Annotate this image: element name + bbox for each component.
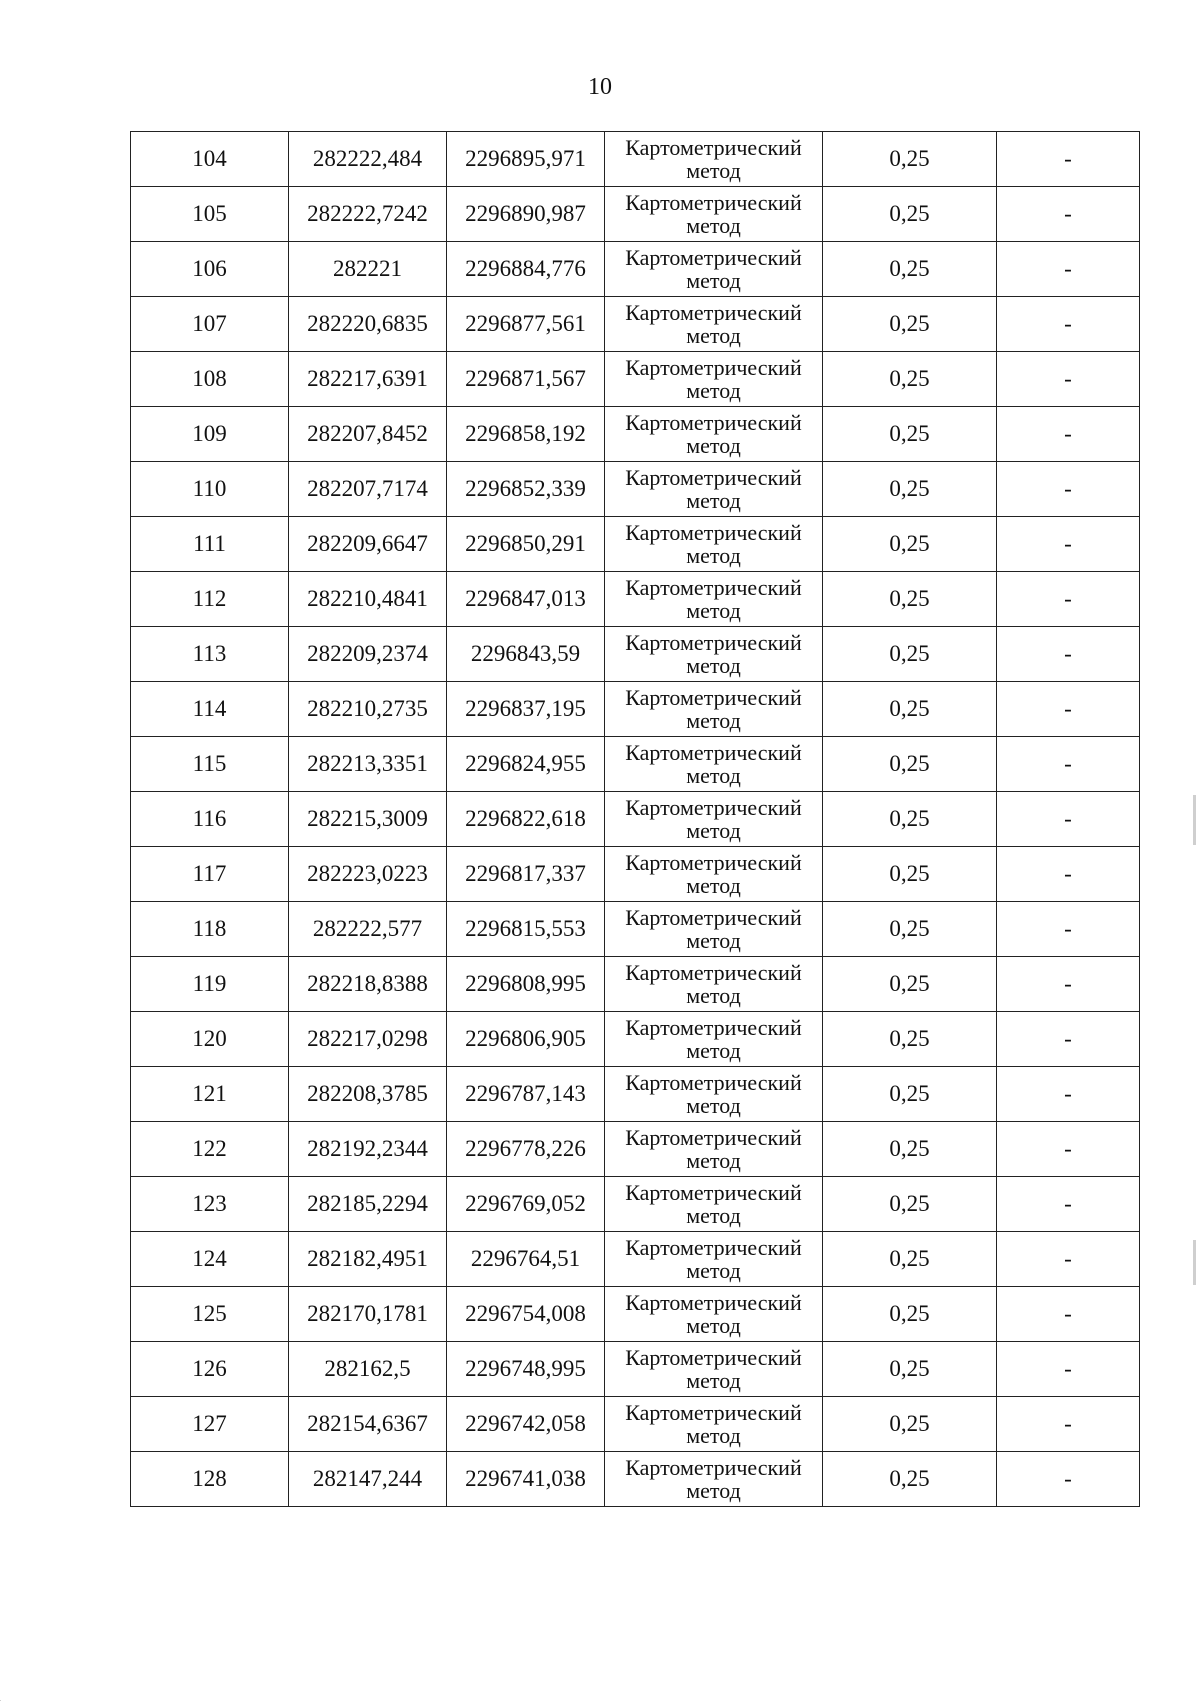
accuracy-cell: 0,25: [823, 682, 997, 737]
method-line2: метод: [686, 213, 741, 238]
method-line1: Картометрический: [625, 465, 802, 490]
x-coordinate-cell: 282162,5: [289, 1342, 447, 1397]
y-coordinate-cell: 2296778,226: [447, 1122, 605, 1177]
method-line1: Картометрический: [625, 410, 802, 435]
method-cell: [605, 627, 823, 682]
method-line2: метод: [686, 1478, 741, 1503]
note-cell: -: [997, 462, 1140, 517]
method-line2: метод: [686, 653, 741, 678]
point-number-cell: 127: [131, 1397, 289, 1452]
note-cell: -: [997, 132, 1140, 187]
method-line2: метод: [686, 873, 741, 898]
note-cell: -: [997, 297, 1140, 352]
method-line2: метод: [686, 378, 741, 403]
accuracy-cell: 0,25: [823, 242, 997, 297]
y-coordinate-cell: 2296871,567: [447, 352, 605, 407]
x-coordinate-cell: 282154,6367: [289, 1397, 447, 1452]
method-line1: Картометрический: [625, 355, 802, 380]
note-cell: -: [997, 352, 1140, 407]
method-line2: метод: [686, 1313, 741, 1338]
table-row: [131, 627, 1140, 682]
table-row: [131, 682, 1140, 737]
method-line2: метод: [686, 763, 741, 788]
method-line2: метод: [686, 543, 741, 568]
table-row: [131, 1232, 1140, 1287]
table-row: [131, 352, 1140, 407]
x-coordinate-cell: 282217,0298: [289, 1012, 447, 1067]
point-number-cell: 117: [131, 847, 289, 902]
method-cell: [605, 352, 823, 407]
method-cell: [605, 1232, 823, 1287]
note-cell: -: [997, 627, 1140, 682]
table-row: [131, 1287, 1140, 1342]
x-coordinate-cell: 282192,2344: [289, 1122, 447, 1177]
method-line1: Картометрический: [625, 1070, 802, 1095]
method-cell: [605, 297, 823, 352]
table-row: [131, 737, 1140, 792]
table-row: [131, 242, 1140, 297]
method-line1: Картометрический: [625, 300, 802, 325]
y-coordinate-cell: 2296742,058: [447, 1397, 605, 1452]
accuracy-cell: 0,25: [823, 847, 997, 902]
accuracy-cell: 0,25: [823, 187, 997, 242]
note-cell: -: [997, 792, 1140, 847]
method-line1: Картометрический: [625, 1125, 802, 1150]
y-coordinate-cell: 2296741,038: [447, 1452, 605, 1507]
point-number-cell: 109: [131, 407, 289, 462]
accuracy-cell: 0,25: [823, 737, 997, 792]
x-coordinate-cell: 282215,3009: [289, 792, 447, 847]
method-line1: Картометрический: [625, 905, 802, 930]
method-cell: [605, 1012, 823, 1067]
x-coordinate-cell: 282222,577: [289, 902, 447, 957]
table-row: [131, 792, 1140, 847]
point-number-cell: 107: [131, 297, 289, 352]
note-cell: -: [997, 902, 1140, 957]
y-coordinate-cell: 2296890,987: [447, 187, 605, 242]
note-cell: -: [997, 1287, 1140, 1342]
point-number-cell: 113: [131, 627, 289, 682]
method-cell: [605, 242, 823, 297]
point-number-cell: 104: [131, 132, 289, 187]
y-coordinate-cell: 2296884,776: [447, 242, 605, 297]
accuracy-cell: 0,25: [823, 1452, 997, 1507]
method-cell: [605, 1342, 823, 1397]
table-row: [131, 1122, 1140, 1177]
point-number-cell: 114: [131, 682, 289, 737]
table-row: [131, 462, 1140, 517]
x-coordinate-cell: 282217,6391: [289, 352, 447, 407]
method-line2: метод: [686, 323, 741, 348]
x-coordinate-cell: 282222,484: [289, 132, 447, 187]
method-line2: метод: [686, 1423, 741, 1448]
point-number-cell: 121: [131, 1067, 289, 1122]
x-coordinate-cell: 282185,2294: [289, 1177, 447, 1232]
method-line1: Картометрический: [625, 135, 802, 160]
point-number-cell: 124: [131, 1232, 289, 1287]
y-coordinate-cell: 2296822,618: [447, 792, 605, 847]
note-cell: -: [997, 517, 1140, 572]
x-coordinate-cell: 282209,6647: [289, 517, 447, 572]
y-coordinate-cell: 2296787,143: [447, 1067, 605, 1122]
accuracy-cell: 0,25: [823, 462, 997, 517]
method-line2: метод: [686, 708, 741, 733]
method-line2: метод: [686, 1368, 741, 1393]
note-cell: -: [997, 1177, 1140, 1232]
method-cell: [605, 902, 823, 957]
method-cell: [605, 132, 823, 187]
method-line2: метод: [686, 818, 741, 843]
note-cell: -: [997, 1012, 1140, 1067]
y-coordinate-cell: 2296769,052: [447, 1177, 605, 1232]
x-coordinate-cell: 282147,244: [289, 1452, 447, 1507]
point-number-cell: 110: [131, 462, 289, 517]
table-row: [131, 187, 1140, 242]
table-row: [131, 517, 1140, 572]
table-row: [131, 407, 1140, 462]
accuracy-cell: 0,25: [823, 132, 997, 187]
point-number-cell: 119: [131, 957, 289, 1012]
method-line2: метод: [686, 928, 741, 953]
x-coordinate-cell: 282218,8388: [289, 957, 447, 1012]
note-cell: -: [997, 1232, 1140, 1287]
y-coordinate-cell: 2296806,905: [447, 1012, 605, 1067]
accuracy-cell: 0,25: [823, 902, 997, 957]
y-coordinate-cell: 2296858,192: [447, 407, 605, 462]
method-cell: [605, 792, 823, 847]
x-coordinate-cell: 282222,7242: [289, 187, 447, 242]
x-coordinate-cell: 282170,1781: [289, 1287, 447, 1342]
x-coordinate-cell: 282207,7174: [289, 462, 447, 517]
accuracy-cell: 0,25: [823, 1232, 997, 1287]
accuracy-cell: 0,25: [823, 792, 997, 847]
point-number-cell: 126: [131, 1342, 289, 1397]
method-cell: [605, 1287, 823, 1342]
x-coordinate-cell: 282210,2735: [289, 682, 447, 737]
table-row: [131, 1177, 1140, 1232]
method-line1: Картометрический: [625, 795, 802, 820]
method-line2: метод: [686, 158, 741, 183]
y-coordinate-cell: 2296877,561: [447, 297, 605, 352]
method-cell: [605, 462, 823, 517]
point-number-cell: 105: [131, 187, 289, 242]
accuracy-cell: 0,25: [823, 1397, 997, 1452]
method-line2: метод: [686, 1038, 741, 1063]
point-number-cell: 116: [131, 792, 289, 847]
method-cell: [605, 407, 823, 462]
y-coordinate-cell: 2296837,195: [447, 682, 605, 737]
y-coordinate-cell: 2296852,339: [447, 462, 605, 517]
method-line2: метод: [686, 598, 741, 623]
method-cell: [605, 517, 823, 572]
y-coordinate-cell: 2296815,553: [447, 902, 605, 957]
method-cell: [605, 1452, 823, 1507]
note-cell: -: [997, 1122, 1140, 1177]
method-line2: метод: [686, 1148, 741, 1173]
method-cell: [605, 847, 823, 902]
accuracy-cell: 0,25: [823, 572, 997, 627]
scan-margin-mark: [1193, 1240, 1196, 1285]
y-coordinate-cell: 2296824,955: [447, 737, 605, 792]
note-cell: -: [997, 187, 1140, 242]
note-cell: -: [997, 1342, 1140, 1397]
method-line2: метод: [686, 268, 741, 293]
accuracy-cell: 0,25: [823, 517, 997, 572]
table-row: [131, 132, 1140, 187]
table-row: [131, 1012, 1140, 1067]
method-line1: Картометрический: [625, 960, 802, 985]
note-cell: -: [997, 847, 1140, 902]
point-number-cell: 108: [131, 352, 289, 407]
x-coordinate-cell: 282208,3785: [289, 1067, 447, 1122]
point-number-cell: 120: [131, 1012, 289, 1067]
method-line1: Картометрический: [625, 1015, 802, 1040]
point-number-cell: 111: [131, 517, 289, 572]
y-coordinate-cell: 2296847,013: [447, 572, 605, 627]
table-row: [131, 1067, 1140, 1122]
accuracy-cell: 0,25: [823, 1122, 997, 1177]
method-line2: метод: [686, 1093, 741, 1118]
point-number-cell: 123: [131, 1177, 289, 1232]
method-line1: Картометрический: [625, 1180, 802, 1205]
x-coordinate-cell: 282210,4841: [289, 572, 447, 627]
method-line2: метод: [686, 1203, 741, 1228]
method-line1: Картометрический: [625, 630, 802, 655]
table-row: [131, 1397, 1140, 1452]
note-cell: -: [997, 1397, 1140, 1452]
method-cell: [605, 1177, 823, 1232]
accuracy-cell: 0,25: [823, 1287, 997, 1342]
method-cell: [605, 737, 823, 792]
table-body: [131, 132, 1140, 1507]
note-cell: -: [997, 572, 1140, 627]
method-cell: [605, 957, 823, 1012]
x-coordinate-cell: 282220,6835: [289, 297, 447, 352]
note-cell: -: [997, 242, 1140, 297]
point-number-cell: 115: [131, 737, 289, 792]
y-coordinate-cell: 2296850,291: [447, 517, 605, 572]
page-number: 10: [588, 74, 612, 100]
accuracy-cell: 0,25: [823, 627, 997, 682]
x-coordinate-cell: 282221: [289, 242, 447, 297]
note-cell: -: [997, 682, 1140, 737]
method-line1: Картометрический: [625, 740, 802, 765]
x-coordinate-cell: 282182,4951: [289, 1232, 447, 1287]
method-line2: метод: [686, 983, 741, 1008]
table-row: [131, 1342, 1140, 1397]
note-cell: -: [997, 737, 1140, 792]
accuracy-cell: 0,25: [823, 297, 997, 352]
accuracy-cell: 0,25: [823, 407, 997, 462]
method-line1: Картометрический: [625, 1290, 802, 1315]
method-line1: Картометрический: [625, 1345, 802, 1370]
method-line1: Картометрический: [625, 850, 802, 875]
x-coordinate-cell: 282207,8452: [289, 407, 447, 462]
accuracy-cell: 0,25: [823, 1342, 997, 1397]
table-row: [131, 957, 1140, 1012]
y-coordinate-cell: 2296808,995: [447, 957, 605, 1012]
y-coordinate-cell: 2296754,008: [447, 1287, 605, 1342]
y-coordinate-cell: 2296895,971: [447, 132, 605, 187]
method-line1: Картометрический: [625, 575, 802, 600]
point-number-cell: 106: [131, 242, 289, 297]
method-line1: Картометрический: [625, 1400, 802, 1425]
point-number-cell: 125: [131, 1287, 289, 1342]
method-line1: Картометрический: [625, 190, 802, 215]
y-coordinate-cell: 2296748,995: [447, 1342, 605, 1397]
note-cell: -: [997, 957, 1140, 1012]
method-line1: Картометрический: [625, 1455, 802, 1480]
accuracy-cell: 0,25: [823, 1177, 997, 1232]
coordinates-table: [130, 131, 1140, 1507]
table-row: [131, 297, 1140, 352]
accuracy-cell: 0,25: [823, 1012, 997, 1067]
x-coordinate-cell: 282223,0223: [289, 847, 447, 902]
method-line1: Картометрический: [625, 245, 802, 270]
y-coordinate-cell: 2296764,51: [447, 1232, 605, 1287]
table-row: [131, 847, 1140, 902]
method-line2: метод: [686, 433, 741, 458]
method-cell: [605, 1397, 823, 1452]
table-row: [131, 1452, 1140, 1507]
point-number-cell: 118: [131, 902, 289, 957]
method-line1: Картометрический: [625, 685, 802, 710]
scan-margin-mark: [1193, 795, 1196, 845]
accuracy-cell: 0,25: [823, 957, 997, 1012]
method-line1: Картометрический: [625, 520, 802, 545]
note-cell: -: [997, 407, 1140, 462]
y-coordinate-cell: 2296817,337: [447, 847, 605, 902]
method-cell: [605, 1067, 823, 1122]
point-number-cell: 128: [131, 1452, 289, 1507]
y-coordinate-cell: 2296843,59: [447, 627, 605, 682]
method-line1: Картометрический: [625, 1235, 802, 1260]
method-cell: [605, 682, 823, 737]
note-cell: -: [997, 1067, 1140, 1122]
method-cell: [605, 572, 823, 627]
method-line2: метод: [686, 1258, 741, 1283]
accuracy-cell: 0,25: [823, 352, 997, 407]
point-number-cell: 112: [131, 572, 289, 627]
table-row: [131, 572, 1140, 627]
note-cell: -: [997, 1452, 1140, 1507]
method-line2: метод: [686, 488, 741, 513]
x-coordinate-cell: 282209,2374: [289, 627, 447, 682]
accuracy-cell: 0,25: [823, 1067, 997, 1122]
method-cell: [605, 1122, 823, 1177]
table-row: [131, 902, 1140, 957]
method-cell: [605, 187, 823, 242]
point-number-cell: 122: [131, 1122, 289, 1177]
x-coordinate-cell: 282213,3351: [289, 737, 447, 792]
